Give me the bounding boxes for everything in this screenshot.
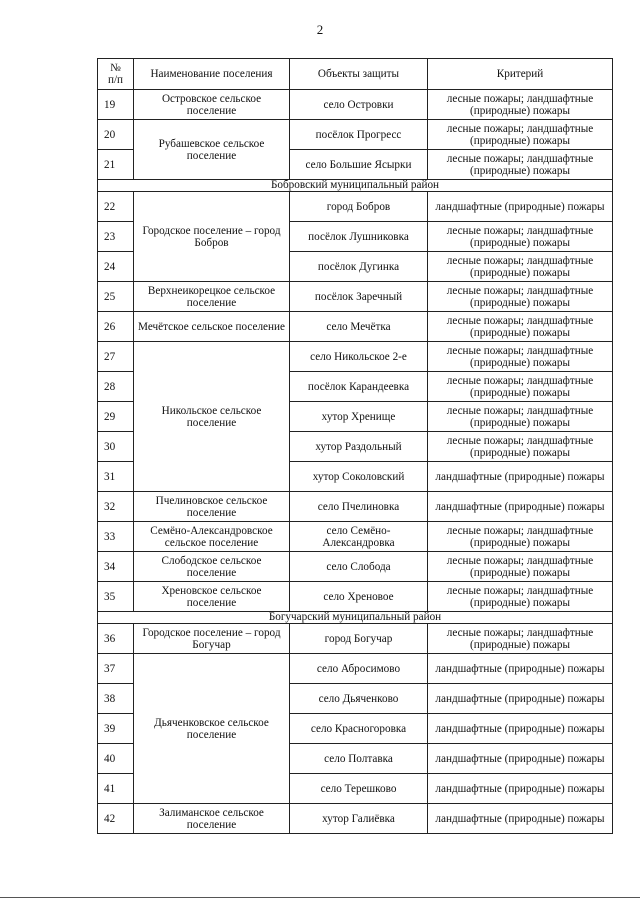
protected-object: хутор Соколовский [290,462,428,492]
settlement-name: Семёно-Александровское сельское поселение [134,522,290,552]
table-row [98,312,613,342]
row-number: 20 [98,120,134,150]
criterion: ландшафтные (природные) пожары [428,684,613,714]
table-row [98,282,613,312]
settlement-name: Слободское сельское поселение [134,552,290,582]
settlements-table [97,58,613,834]
table-row [98,522,613,552]
criterion: лесные пожары; ландшафтные (природные) пожары [428,402,613,432]
protected-object: город Богучар [290,624,428,654]
criterion: лесные пожары; ландшафтные (природные) пожары [428,342,613,372]
criterion: лесные пожары; ландшафтные (природные) пожары [428,282,613,312]
district-title: Бобровский муниципальный район [98,180,613,192]
row-number: 26 [98,312,134,342]
footer-divider [0,897,640,898]
settlement-name: Рубашевское сельское поселение [134,120,290,180]
protected-object: село Слобода [290,552,428,582]
criterion: ландшафтные (природные) пожары [428,654,613,684]
criterion: лесные пожары; ландшафтные (природные) пожары [428,432,613,462]
district-title: Богучарский муниципальный район [98,612,613,624]
header-object: Объекты защиты [290,59,428,90]
table-header-row [98,59,613,90]
criterion: ландшафтные (природные) пожары [428,492,613,522]
row-number: 28 [98,372,134,402]
table-row [98,342,613,372]
criterion: ландшафтные (природные) пожары [428,462,613,492]
protected-object: село Семёно-Александровка [290,522,428,552]
row-number: 35 [98,582,134,612]
table-row [98,192,613,222]
criterion: лесные пожары; ландшафтные (природные) пожары [428,624,613,654]
protected-object: посёлок Карандеевка [290,372,428,402]
protected-object: село Никольское 2-е [290,342,428,372]
protected-object: посёлок Прогресс [290,120,428,150]
row-number: 25 [98,282,134,312]
criterion: лесные пожары; ландшафтные (природные) пожары [428,522,613,552]
protected-object: село Хреновое [290,582,428,612]
row-number: 31 [98,462,134,492]
row-number: 42 [98,804,134,834]
criterion: лесные пожары; ландшафтные (природные) пожары [428,552,613,582]
protected-object: село Полтавка [290,744,428,774]
table-row [98,804,613,834]
row-number: 23 [98,222,134,252]
protected-object: село Большие Ясырки [290,150,428,180]
settlement-name: Залиманское сельское поселение [134,804,290,834]
protected-object: посёлок Дугинка [290,252,428,282]
row-number: 22 [98,192,134,222]
settlement-name: Хреновское сельское поселение [134,582,290,612]
settlement-name: Островское сельское поселение [134,90,290,120]
page-number: 2 [316,22,324,37]
row-number: 24 [98,252,134,282]
protected-object: село Абросимово [290,654,428,684]
row-number: 27 [98,342,134,372]
district-row [98,612,613,624]
table-row [98,654,613,684]
criterion: лесные пожары; ландшафтные (природные) пожары [428,372,613,402]
table-row [98,624,613,654]
criterion: ландшафтные (природные) пожары [428,744,613,774]
row-number: 38 [98,684,134,714]
protected-object: село Терешково [290,774,428,804]
settlement-name: Пчелиновское сельское поселение [134,492,290,522]
criterion: лесные пожары; ландшафтные (природные) пожары [428,312,613,342]
settlement-name: Городское поселение – город Богучар [134,624,290,654]
criterion: ландшафтные (природные) пожары [428,192,613,222]
row-number: 21 [98,150,134,180]
row-number: 36 [98,624,134,654]
protected-object: село Красногоровка [290,714,428,744]
row-number: 39 [98,714,134,744]
row-number: 29 [98,402,134,432]
header-criterion: Критерий [428,59,613,90]
row-number: 41 [98,774,134,804]
settlement-name: Никольское сельское поселение [134,342,290,492]
protected-object: село Мечётка [290,312,428,342]
protected-object: посёлок Лушниковка [290,222,428,252]
row-number: 40 [98,744,134,774]
criterion: лесные пожары; ландшафтные (природные) пожары [428,150,613,180]
criterion: лесные пожары; ландшафтные (природные) пожары [428,90,613,120]
table-row [98,120,613,150]
row-number: 30 [98,432,134,462]
settlement-name: Мечётское сельское поселение [134,312,290,342]
protected-object: село Островки [290,90,428,120]
header-name: Наименование поселения [134,59,290,90]
criterion: ландшафтные (природные) пожары [428,774,613,804]
settlement-name: Городское поселение – город Бобров [134,192,290,282]
row-number: 34 [98,552,134,582]
table-row [98,552,613,582]
protected-object: город Бобров [290,192,428,222]
header-num: № п/п [98,59,134,90]
row-number: 37 [98,654,134,684]
protected-object: посёлок Заречный [290,282,428,312]
row-number: 32 [98,492,134,522]
protected-object: хутор Хренище [290,402,428,432]
table-row [98,582,613,612]
settlement-name: Дьяченковское сельское поселение [134,654,290,804]
settlement-name: Верхнеикорецкое сельское поселение [134,282,290,312]
protected-object: село Дьяченково [290,684,428,714]
criterion: лесные пожары; ландшафтные (природные) пожары [428,222,613,252]
row-number: 33 [98,522,134,552]
criterion: лесные пожары; ландшафтные (природные) пожары [428,252,613,282]
criterion: лесные пожары; ландшафтные (природные) пожары [428,582,613,612]
district-row [98,180,613,192]
table-row [98,492,613,522]
protected-object: село Пчелиновка [290,492,428,522]
protected-object: хутор Раздольный [290,432,428,462]
criterion: ландшафтные (природные) пожары [428,714,613,744]
protected-object: хутор Галиёвка [290,804,428,834]
criterion: лесные пожары; ландшафтные (природные) пожары [428,120,613,150]
criterion: ландшафтные (природные) пожары [428,804,613,834]
table-row [98,90,613,120]
row-number: 19 [98,90,134,120]
